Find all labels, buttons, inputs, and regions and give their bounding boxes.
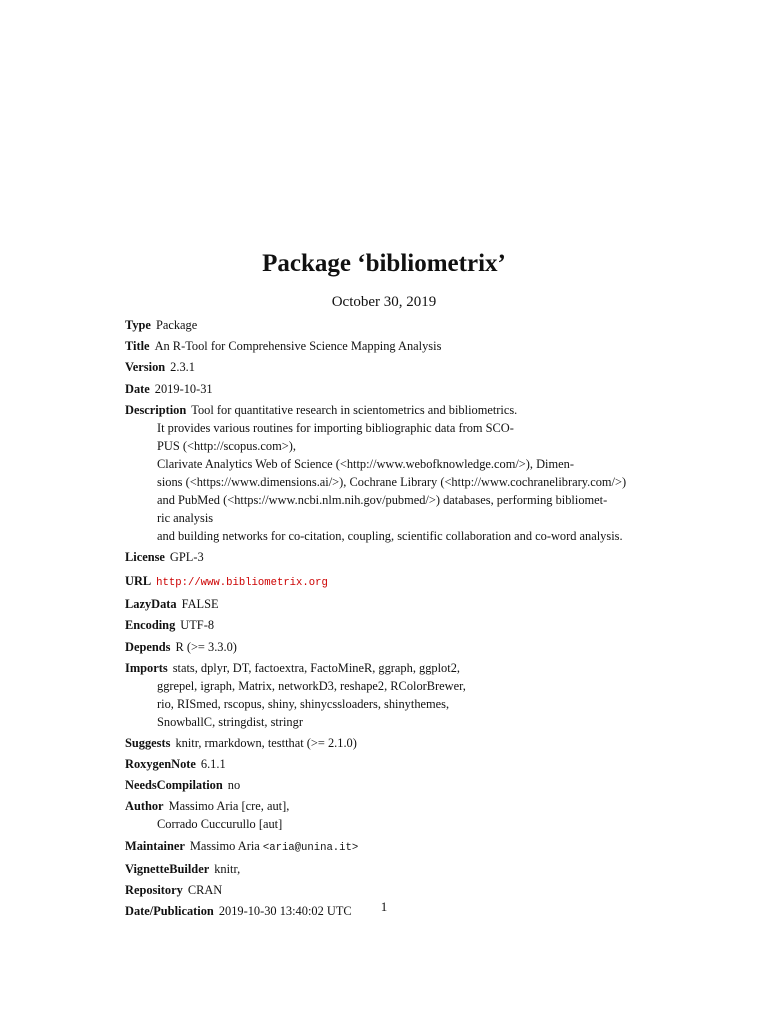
field-value: R (>= 3.3.0) (175, 639, 237, 654)
imports-line: ggrepel, igraph, Matrix, networkD3, reshape2, RColorBrewer, (157, 678, 466, 693)
field-needscompilation (125, 776, 650, 794)
field-key: Repository (125, 883, 183, 897)
author-line: Massimo Aria [cre, aut], (168, 799, 290, 814)
field-depends (125, 638, 650, 656)
imports-line: SnowballC, stringdist, stringr (157, 714, 303, 729)
field-key: LazyData (125, 597, 177, 612)
description-line: sions (<https://www.dimensions.ai/>), Cochrane Library (<http://www.cochranelibrary.com/>) (157, 474, 627, 489)
field-value: knitr, (214, 861, 241, 876)
field-key: Version (125, 360, 166, 375)
field-value: no (227, 778, 241, 793)
description-line: It provides various routines for importing bibliographic data from SCO- (157, 420, 514, 435)
description-line: and building networks for co-citation, coupling, scientific collaboration and co-word analysis. (157, 528, 623, 543)
field-author (125, 797, 650, 833)
field-value: 2019-10-31 (154, 381, 213, 396)
field-value: 2.3.1 (170, 360, 195, 375)
field-key: License (125, 549, 165, 564)
field-description (125, 401, 650, 545)
field-key: Maintainer (125, 838, 185, 853)
package-fields (125, 316, 650, 923)
field-key: NeedsCompilation (125, 778, 223, 793)
field-key: Title (125, 339, 150, 354)
imports-line: stats, dplyr, DT, factoextra, FactoMineR, ggraph, ggplot2, (172, 660, 460, 675)
field-key: Type (125, 318, 151, 332)
field-key: URL (125, 573, 152, 588)
field-license (125, 548, 650, 566)
field-suggests (125, 734, 650, 752)
field-key: Encoding (125, 618, 176, 633)
field-value: knitr, rmarkdown, testthat (>= 2.1.0) (175, 735, 357, 750)
field-key: VignetteBuilder (125, 861, 210, 876)
field-key: Date (125, 381, 150, 396)
field-key: Date/Publication (125, 904, 214, 919)
field-key: RoxygenNote (125, 757, 196, 772)
field-key: Suggests (125, 735, 171, 750)
field-url (125, 572, 650, 592)
field-key: Description (125, 402, 187, 417)
field-roxygennote (125, 755, 650, 773)
imports-line: rio, RISmed, rscopus, shiny, shinycssloaders, shinythemes, (157, 696, 450, 711)
field-value: 2019-10-30 13:40:02 UTC (218, 904, 352, 919)
description-line: PUS (<http://scopus.com>), (157, 438, 296, 453)
field-value: UTF-8 (180, 618, 215, 633)
description-line: Tool for quantitative research in scientometrics and bibliometrics. (191, 402, 518, 417)
field-key: Author (125, 799, 164, 814)
field-value: An R-Tool for Comprehensive Science Mapping Analysis (154, 339, 442, 354)
document-date: October 30, 2019 (331, 294, 437, 310)
field-value: Package (155, 318, 198, 332)
field-maintainer (125, 837, 650, 857)
field-lazydata (125, 595, 650, 613)
field-key: Depends (125, 639, 171, 654)
field-title (125, 337, 650, 355)
page-title: Package ‘bibliometrix’ (262, 250, 506, 277)
maintainer-name: Massimo Aria (189, 838, 260, 853)
maintainer-email: <aria@unina.it> (262, 841, 359, 854)
field-key: Imports (125, 660, 168, 675)
field-version (125, 358, 650, 376)
url-link[interactable]: http://www.bibliometrix.org (156, 576, 328, 589)
page-number: 1 (380, 899, 388, 914)
field-value: 6.1.1 (200, 757, 226, 772)
field-encoding (125, 616, 650, 634)
field-type (125, 316, 650, 334)
description-line: and PubMed (<https://www.ncbi.nlm.nih.gov/pubmed/>) databases, performing bibliomet- (157, 492, 608, 507)
field-imports (125, 659, 650, 731)
description-line: ric analysis (157, 510, 214, 525)
field-vignettebuilder (125, 860, 650, 878)
description-line: Clarivate Analytics Web of Science (<http://www.webofknowledge.com/>), Dimen- (157, 456, 574, 471)
author-line: Corrado Cuccurullo [aut] (157, 817, 283, 832)
field-value: CRAN (187, 883, 223, 897)
field-repository (125, 881, 650, 899)
field-value: GPL-3 (169, 549, 204, 564)
field-date (125, 380, 650, 398)
field-value: FALSE (181, 597, 219, 612)
